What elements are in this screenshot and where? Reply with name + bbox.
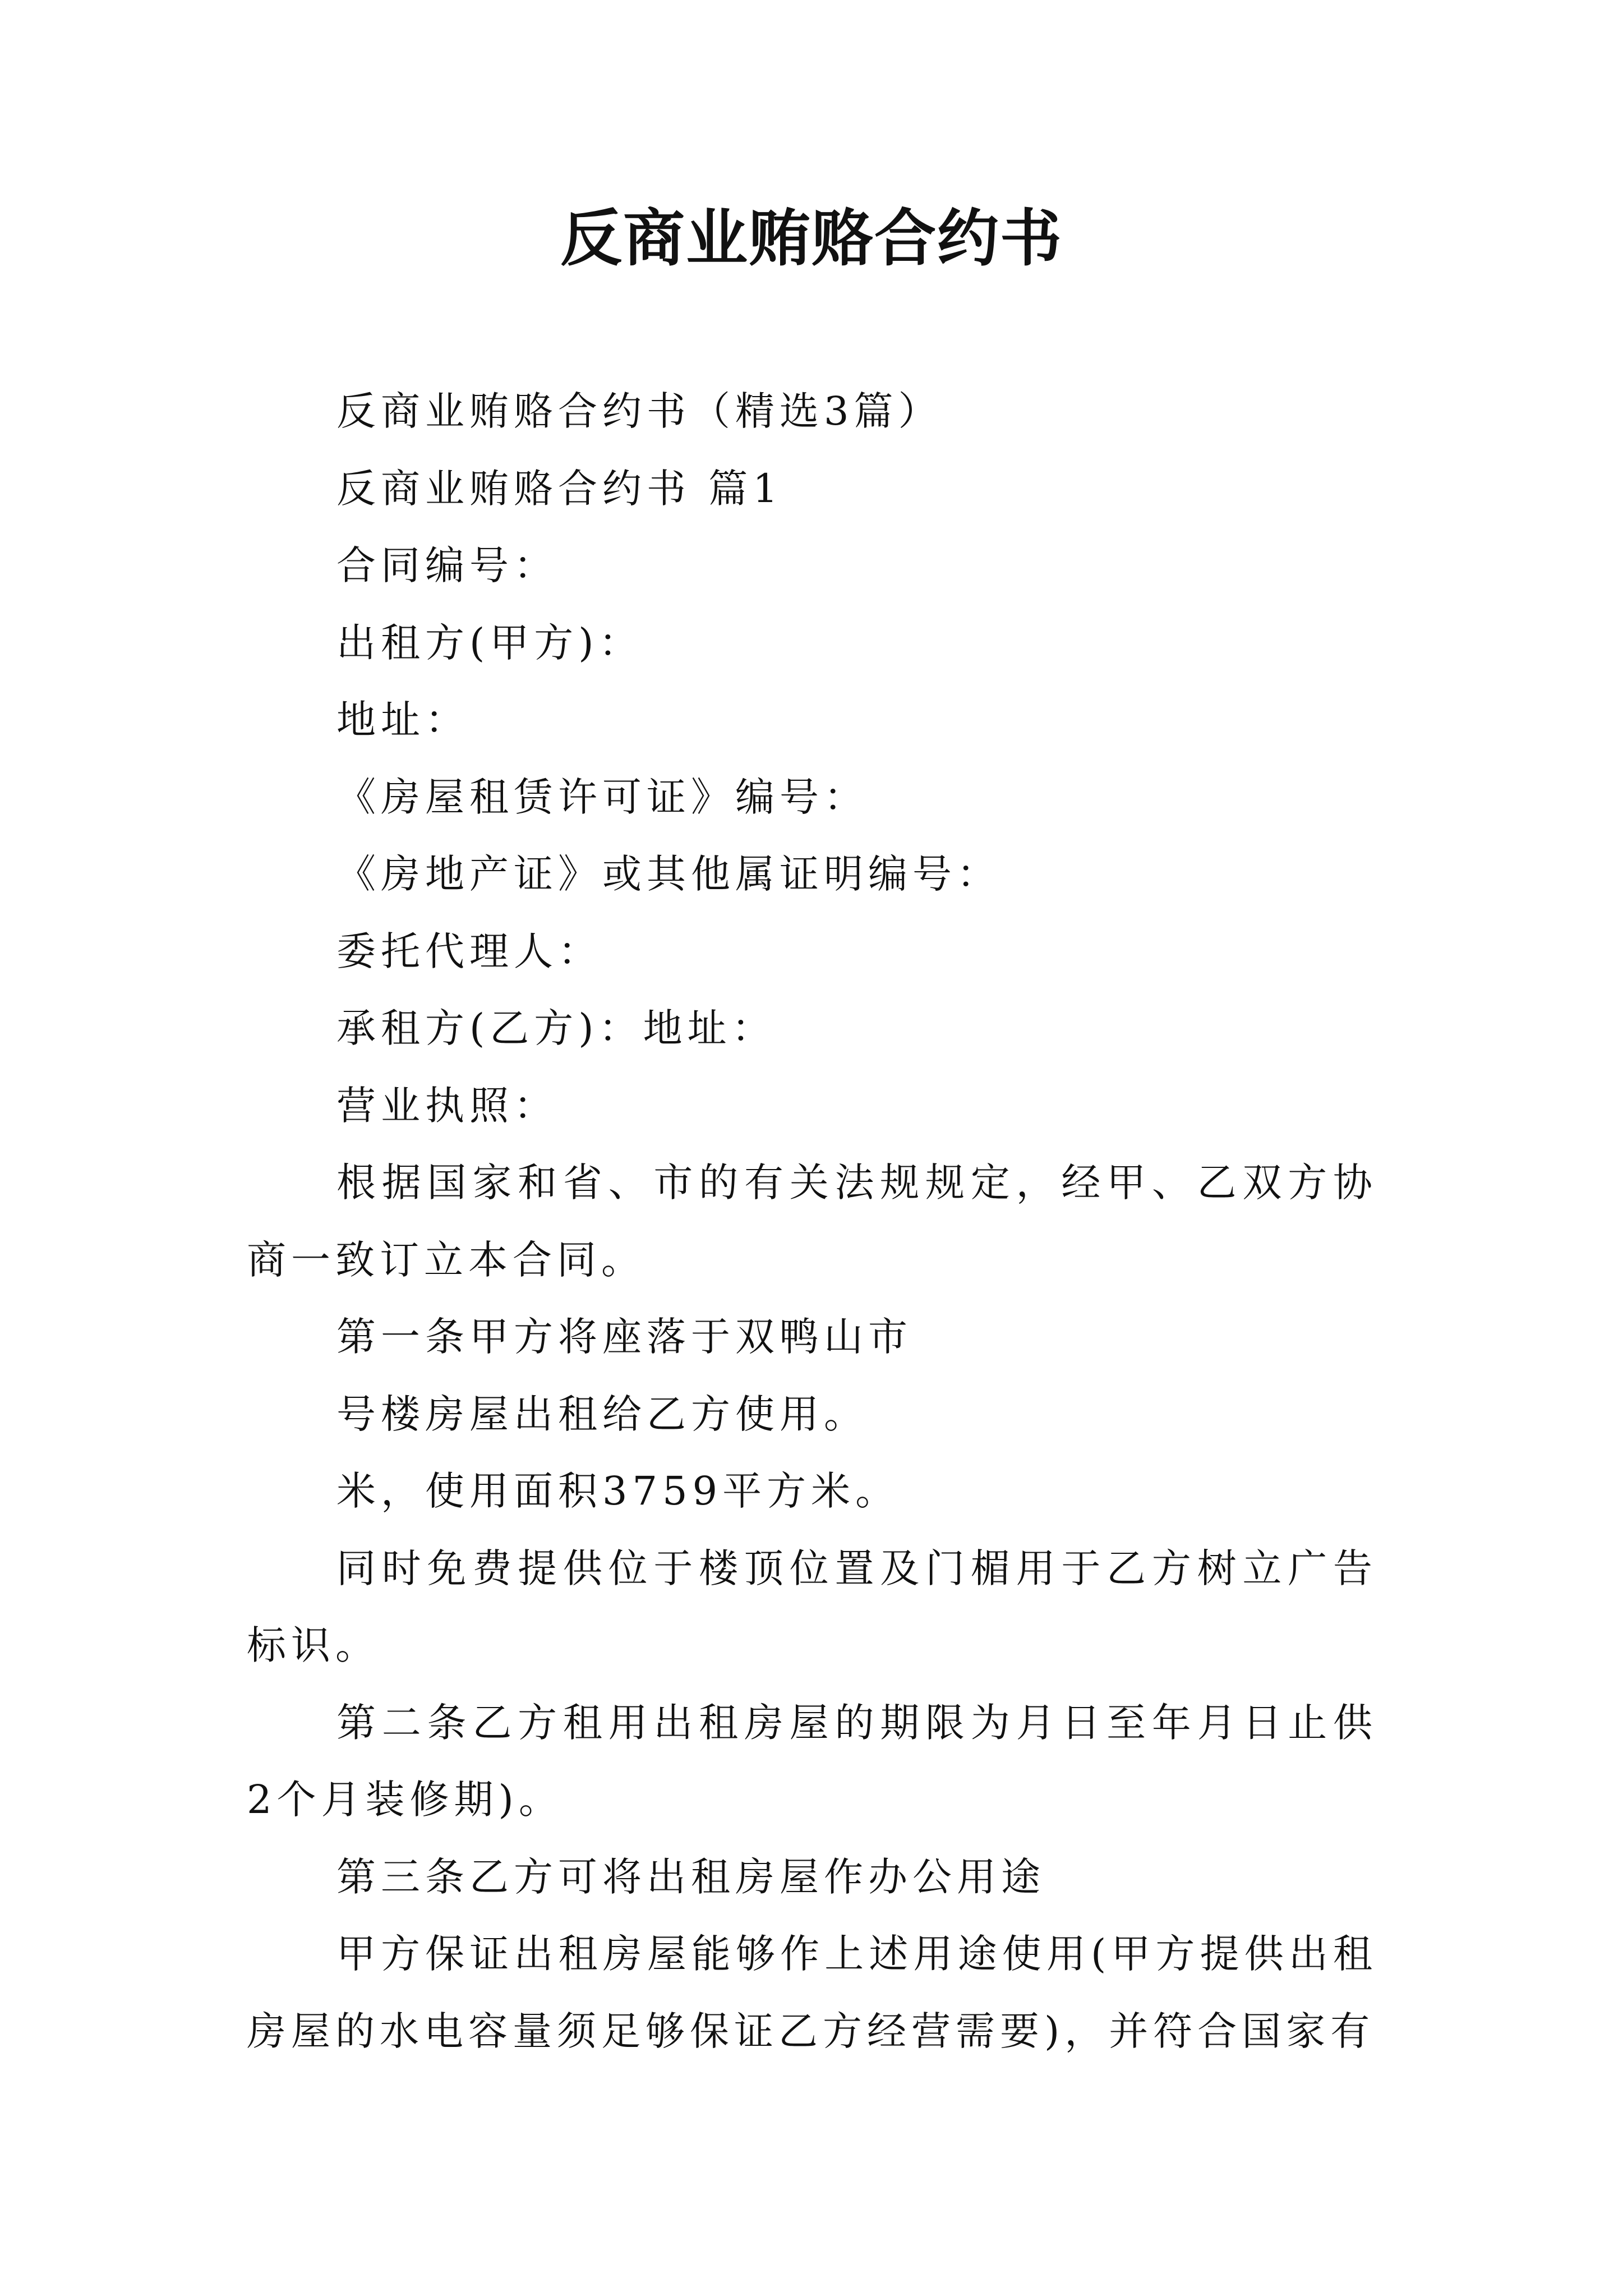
article-1-continued: 号楼房屋出租给乙方使用。	[336, 1391, 868, 1437]
document-body	[247, 373, 1377, 2070]
subtitle-paragraph: 反商业贿赂合约书（精选3篇）	[336, 388, 943, 434]
lease-permit-line: 《房屋租赁许可证》编号：	[336, 774, 868, 820]
advertising-paragraph: 同时免费提供位于楼顶位置及门楣用于乙方树立广告标识。	[247, 1545, 1377, 1668]
guarantee-paragraph: 甲方保证出租房屋能够作上述用途使用(甲方提供出租房屋的水电容量须足够保证乙方经营需要)，并符合国家有	[247, 1931, 1377, 2054]
document-title: 反商业贿赂合约书	[560, 202, 1063, 274]
address-line: 地址：	[336, 697, 469, 743]
section-heading: 反商业贿赂合约书 篇1	[336, 465, 783, 512]
area-paragraph: 米，使用面积3759平方米。	[336, 1468, 900, 1514]
article-3-paragraph: 第三条乙方可将出租房屋作办公用途	[336, 1853, 1045, 1900]
article-1-paragraph: 第一条甲方将座落于双鸭山市	[336, 1314, 912, 1360]
contract-number-line: 合同编号：	[336, 542, 558, 588]
lessee-line: 承租方(乙方)：地址：	[336, 1005, 776, 1051]
property-certificate-line: 《房地产证》或其他属证明编号：	[336, 851, 1001, 897]
article-2-paragraph: 第二条乙方租用出租房屋的期限为月日至年月日止供2个月装修期)。	[247, 1699, 1377, 1823]
agent-line: 委托代理人：	[336, 928, 602, 974]
business-license-line: 营业执照：	[336, 1082, 558, 1129]
preamble-paragraph: 根据国家和省、市的有关法规规定，经甲、乙双方协商一致订立本合同。	[247, 1159, 1377, 1283]
lessor-line: 出租方(甲方)：	[336, 619, 643, 666]
